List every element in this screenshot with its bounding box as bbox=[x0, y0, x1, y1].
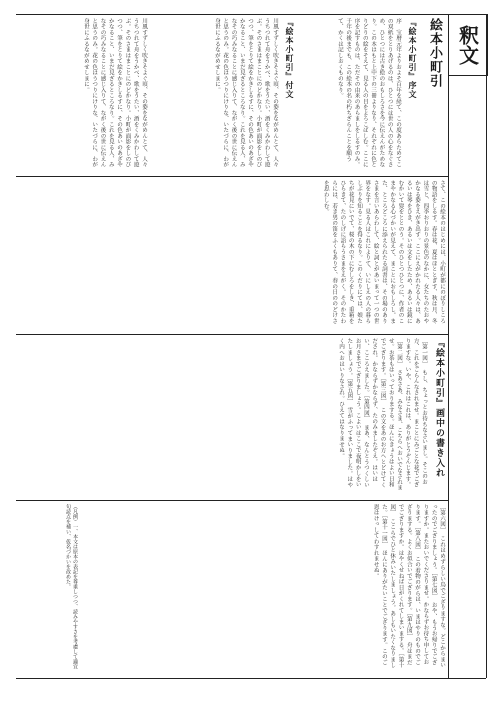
editorial-note: （凡例）一、本文は原本の表記を尊重しつつ、読みやすさを考慮して適宜句読点を補い、仮名づかいを改めた。 bbox=[65, 504, 78, 669]
right-border bbox=[486, 14, 487, 678]
page-title: 釈文 bbox=[455, 25, 480, 65]
bottom-border bbox=[16, 678, 486, 679]
band-1-left bbox=[18, 18, 148, 172]
appendix-text-cont: 川風すずしく吹きそよぐ頃、その姿をながめんとて、人々うちつれて舟をうかべ、歌をうたい、酒をくみかわして遊ぶ。そのさまはまことにのどかなり。小町が面影をしのびつつ、筆をとりて絵をかきしるすに、その色あいのあざやかなること、いまだ見ざるところなり。これを見る人、みなその巧みなることに感じ入りて、ながく後の世に伝えんと思うのみ。花の色はうつりにけりな、いたづらに、わが身世にふるながめせしまに。 bbox=[82, 18, 147, 168]
section-subtitle-appendix: 『絵本小町引』付文 bbox=[285, 18, 295, 99]
section-title-inscriptions: 『絵本小町引』画中の書き入れ bbox=[434, 338, 444, 478]
band-divider-1 bbox=[16, 176, 448, 177]
narrative-text: さて、この絵本のはじめには、小町が都にのぼりしころの物語をしるす。春は花、夏はほととぎす、秋は月、冬は雪と、四季おりおりの景色のなかに、女たちのたおやかなる姿をえがき出す。ここにえがかれたる人々は、あるいは琴をひき、あるいは文をしたため、あるいは鏡にむかいて髪をととのう。そのひとつひとつに、作者のこまやかなる心づかいが見えて、まことにおもしろし。また、ところどころに添えられたる詞書は、その場のありさまを言いあらわして、絵と詞とがあいまって一つの世界をなす。見る人はこれによりて、いにしえの人の暮らしぶりを知ることを得るなり。このくだりにては、娘たちが花見にいでて、桜の木の下にむしろをしき、重箱をひらきて、たのしげに語らうさまをえがく。そのかたわらには、若き男の笛をふくもありて、春の日ののどけさを思わしむ。 bbox=[322, 180, 445, 324]
band-3 bbox=[18, 338, 446, 496]
band-2 bbox=[18, 180, 446, 330]
title-divider bbox=[448, 74, 449, 678]
inscriptions-text-cont: ［第六図］ これはめずらしい鳥でござりますな。どこからまいったのでござりましょう。［第七図］ おや、もうお帰りでござりますか。またおいでくださりませ。かならずお待ち申しております。［第八図］ この着物のがらは、いまはやりのものでござりまする。よくお似合いでござります。［第九図］ 舟はまだでござりますか。はやくせねば日がくれてしまいまする。［第十図］ ここらでひと休みいたしましょう。あしもいたくなりました。［第十一図］ ほんにありがたいことでござります。このご恩はけっしてわすれませぬ。 bbox=[372, 504, 445, 668]
band-1 bbox=[150, 18, 446, 172]
appendix-text: 川風すずしく吹きそよぐ頃、その姿をながめんとて、人々うちつれて舟をうかべ、歌をうたい、酒をくみかわして遊ぶ。そのさまはまことにのどかなり。小町が面影をしのびつつ、筆をとりて絵をかきしるすに、その色あいのあざやかなること、いまだ見ざるところなり。これを見る人、みなその巧みなることに感じ入りて、ながく後の世に伝えんと思うのみ。花の色はうつりにけりな、いたづらに、わが身世にふるながめせしまに。 bbox=[213, 18, 278, 168]
band-divider-3 bbox=[16, 500, 448, 501]
section-title-1: 絵本小町引 bbox=[427, 18, 442, 88]
inscriptions-text: ［第一図］ もし、ちょっとお待ちなさいまし。そこのお方、これをごらんなされませ。まことにみごとな花でござりますな。いや、これはこれは、ありがとうぞんじます。［第二図］ さあさあ、みなさま、こちらへおいでなされませ。お茶もはいっておりまする。ほんにきょうはよい日和でござります。［第三図］ この文をあのお方へとどけてくだされ。かならずかならず、たのみましたぞえ。はいはい、こころえました。［第四図］ まあ、なんとうつくしいお月さまでござりましょう。こよいはここで夜明かしをいたしましょう。［第五図］ 雪がふってまいりました。はやく内へおはいりなされ。ひえてはなりませぬ。 bbox=[338, 338, 427, 491]
top-border bbox=[16, 14, 486, 15]
band-divider-2 bbox=[16, 334, 448, 335]
section-subtitle-preface: 『絵本小町引』序文 bbox=[408, 18, 418, 99]
preface-text: 序 宝暦元年よりおよそ百年を経て、この度あらためてこの双紙をとりあげるのは、ひとつには世の人の心をなぐさめ、ひとつには古き絵のおもしろさを今に伝えんがためなり。この本はもと上中下の三冊よりなり、それぞれに色とりどりの絵をそえて、見る人の目をよろこばしむ。ここに序を記すものは、ただその由来のあらましをしるすのみ。千年の後までも、この絵本の名の朽ちざらんことを願うて、かくは記しおくものなり。 bbox=[336, 18, 401, 168]
band-4 bbox=[18, 504, 446, 674]
page-title-box bbox=[448, 14, 488, 76]
